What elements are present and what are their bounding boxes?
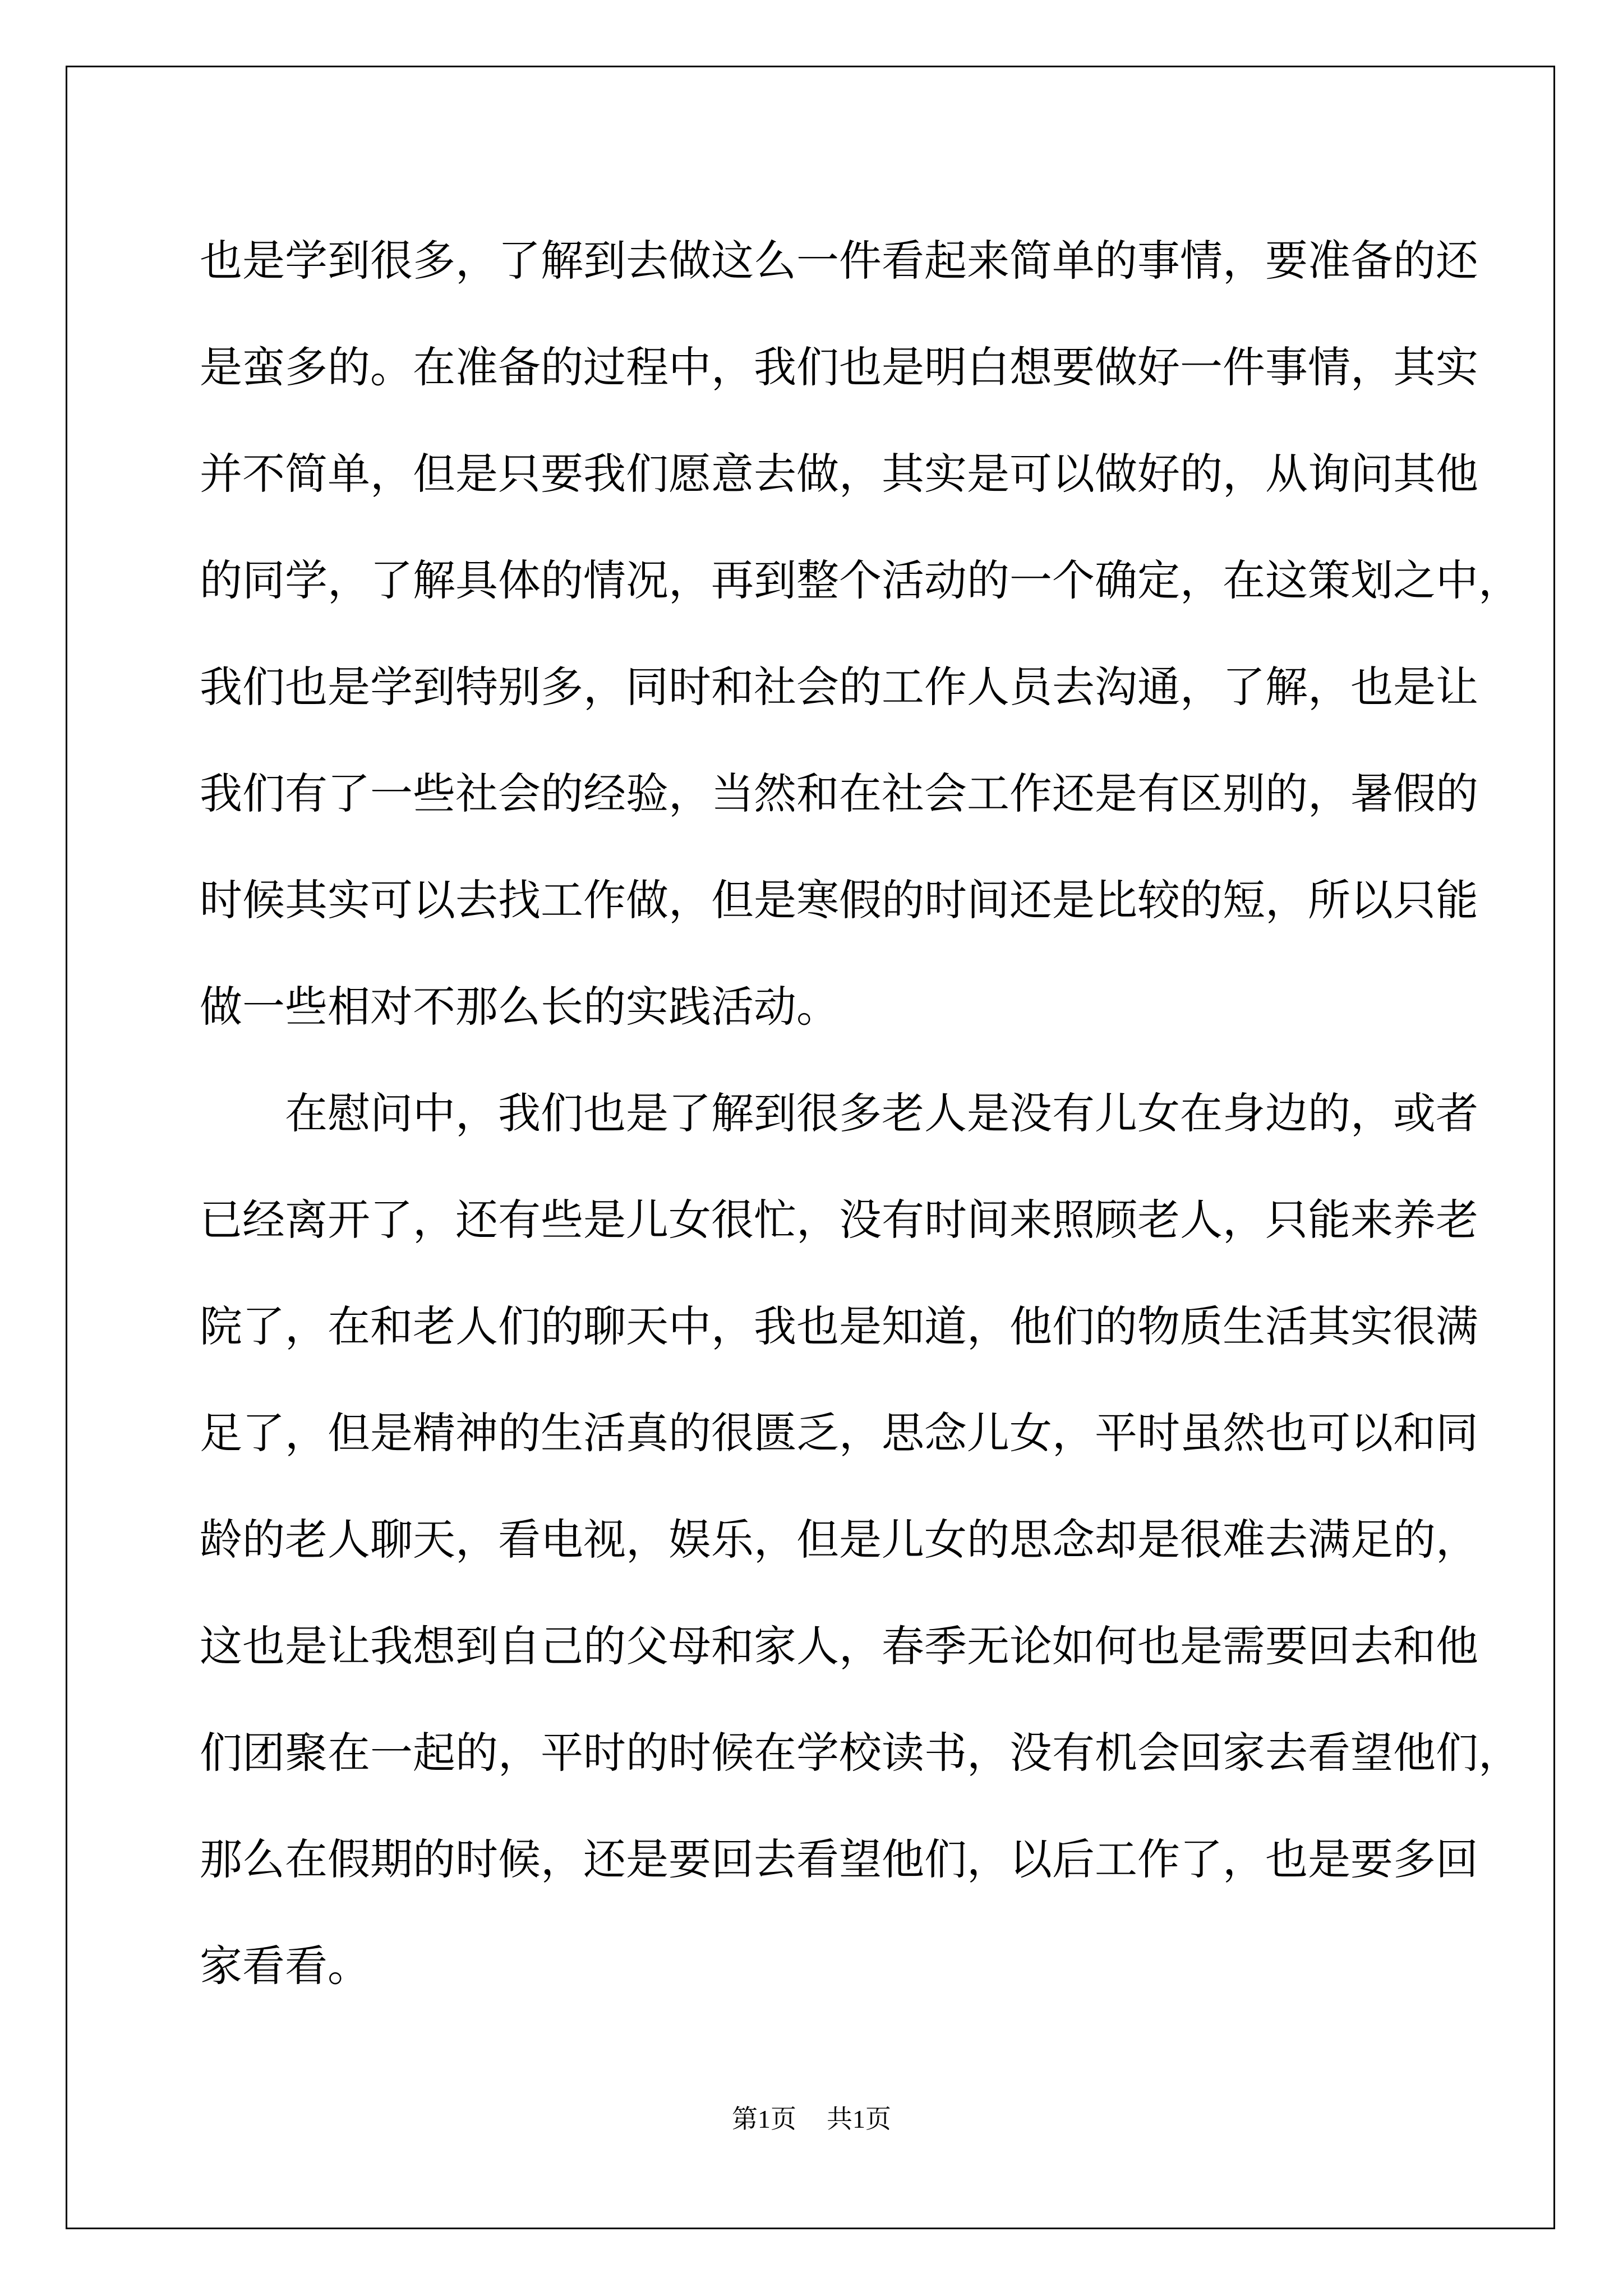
page-footer [0, 2102, 1623, 2136]
text-line: 已经离开了，还有些是儿女很忙，没有时间来照顾老人，只能来养老 [200, 1195, 1478, 1245]
text-line: 也是学到很多，了解到去做这么一件看起来简单的事情，要准备的还 [200, 236, 1478, 286]
text-line: 的同学，了解具体的情况，再到整个活动的一个确定，在这策划之中， [200, 555, 1521, 605]
paragraph [200, 1060, 1521, 2019]
text-line: 龄的老人聊天，看电视，娱乐，但是儿女的思念却是很难去满足的， [200, 1515, 1478, 1565]
document-body [200, 208, 1521, 2019]
paragraph [200, 208, 1521, 1060]
text-line: 这也是让我想到自己的父母和家人，春季无论如何也是需要回去和他 [200, 1621, 1478, 1671]
text-line: 我们有了一些社会的经验，当然和在社会工作还是有区别的，暑假的 [200, 769, 1478, 818]
page-number: 第1页 [732, 2105, 796, 2133]
text-line: 是蛮多的。在准备的过程中，我们也是明白想要做好一件事情，其实 [200, 342, 1478, 392]
text-line: 并不简单，但是只要我们愿意去做，其实是可以做好的，从询问其他 [200, 449, 1478, 499]
text-line: 那么在假期的时候，还是要回去看望他们，以后工作了，也是要多回 [200, 1834, 1478, 1884]
text-line: 在慰问中，我们也是了解到很多老人是没有儿女在身边的，或者 [285, 1088, 1478, 1138]
text-line: 我们也是学到特别多，同时和社会的工作人员去沟通，了解，也是让 [200, 662, 1478, 712]
text-line: 足了，但是精神的生活真的很匮乏，思念儿女，平时虽然也可以和同 [200, 1408, 1478, 1458]
text-line: 们团聚在一起的，平时的时候在学校读书，没有机会回家去看望他们， [200, 1728, 1521, 1778]
text-line: 院了，在和老人们的聊天中，我也是知道，他们的物质生活其实很满 [200, 1301, 1478, 1351]
text-line: 家看看。 [200, 1941, 370, 1991]
text-line: 做一些相对不那么长的实践活动。 [200, 982, 839, 1032]
text-line: 时候其实可以去找工作做，但是寒假的时间还是比较的短，所以只能 [200, 875, 1478, 925]
page-total: 共1页 [827, 2105, 891, 2133]
